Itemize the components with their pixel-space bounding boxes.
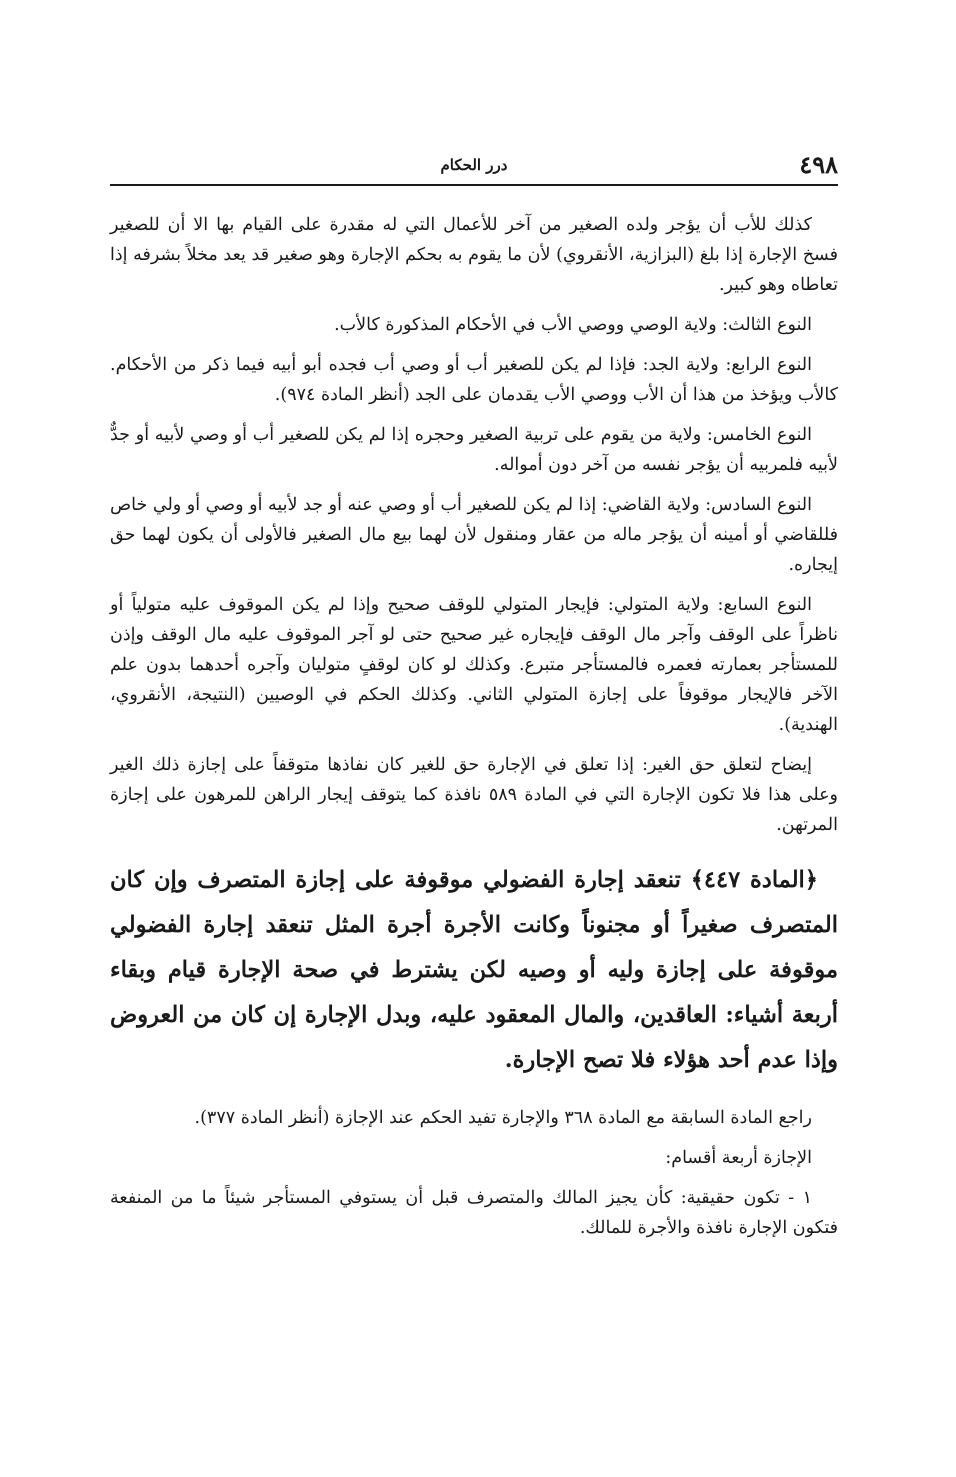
paragraph: النوع الرابع: ولاية الجد: فإذا لم يكن للصغير أب أو وصي أب فجده أبو أبيه فيما ذكر من الأحكام. كالأب ويؤخذ من هذا أن الأب ووصي الأب يقدمان على الجد (أنظر المادة ٩٧٤). xyxy=(110,355,838,405)
page-header xyxy=(110,150,838,186)
paragraph: النوع الخامس: ولاية من يقوم على تربية الصغير وحجره إذا لم يكن للصغير أب أو وصي لأبيه أو جدٌّ لأبيه فلمربيه أن يؤجر نفسه من آخر دون أمواله. xyxy=(110,425,838,475)
paragraph: النوع الثالث: ولاية الوصي ووصي الأب في الأحكام المذكورة كالأب. xyxy=(334,315,812,335)
body-text xyxy=(110,210,838,1243)
paragraph: راجع المادة السابقة مع المادة ٣٦٨ والإجارة تفيد الحكم عند الإجازة (أنظر المادة ٣٧٧). xyxy=(194,1108,812,1128)
article-text: تنعقد إجارة الفضولي موقوفة على إجازة المتصرف وإن كان المتصرف صغيراً أو مجنوناً وكانت الأجرة أجرة المثل تنعقد إجارة الفضولي موقوفة على إجازة وليه أو وصيه لكن يشترط في صحة الإجارة قيام وبقاء أربعة أشياء: العاقدين، والمال المعقود عليه، وبدل الإجارة إن كان من العروض وإذا عدم أحد هؤلاء فلا تصح الإجارة. xyxy=(110,867,838,1073)
running-title: درر الحكام xyxy=(440,156,508,174)
book-page xyxy=(110,150,838,1253)
paragraph: ١ - تكون حقيقية: كأن يجيز المالك والمتصرف قبل أن يستوفي المستأجر شيئاً ما من المنفعة فتكون الإجارة نافذة والأجرة للمالك. xyxy=(110,1188,838,1238)
page-number: ٤٩٨ xyxy=(799,150,838,179)
paragraph: النوع السابع: ولاية المتولي: فإيجار المتولي للوقف صحيح وإذا لم يكن الموقوف عليه متولياً أو ناظراً على الوقف وآجر مال الوقف فإيجاره غير صحيح حتى لو آجر الموقوف عليه مال الوقف وإذن للمستأجر بعمارته فعمره فالمستأجر متبرع. وكذلك لو كان لوقفٍ متوليان وآجره أحدهما بدون علم الآخر فالإيجار موقوفاً على إجازة المتولي الثاني. وكذلك الحكم في الوصيين (النتيجة، الأنقروي، الهندية). xyxy=(110,595,838,735)
article-447 xyxy=(110,858,838,1083)
article-label: ﴿المادة ٤٤٧﴾ xyxy=(690,867,818,893)
paragraph: كذلك للأب أن يؤجر ولده الصغير من آخر للأعمال التي له مقدرة على القيام بها الا أن للصغير فسخ الإجارة إذا بلغ (البزازية، الأنقروي) لأن ما يقوم به بحكم الإجارة وهو صغير قد يعد مخلاً بشرفه إذا تعاطاه وهو كبير. xyxy=(110,215,838,295)
paragraph: إيضاح لتعلق حق الغير: إذا تعلق في الإجارة حق للغير كان نفاذها متوقفاً على إجازة ذلك الغير وعلى هذا فلا تكون الإجارة التي في المادة ٥٨٩ نافذة كما يتوقف إيجار الراهن للمرهون على إجازة المرتهن. xyxy=(110,755,838,835)
paragraph: الإجازة أربعة أقسام: xyxy=(665,1148,812,1168)
paragraph: النوع السادس: ولاية القاضي: إذا لم يكن للصغير أب أو وصي عنه أو جد لأبيه أو وصي أو ولي خاص فللقاضي أو أمينه أن يؤجر ماله من عقار ومنقول لأن لهما بيع مال الصغير فالأولى أن يكون لهما حق إيجاره. xyxy=(110,495,838,575)
